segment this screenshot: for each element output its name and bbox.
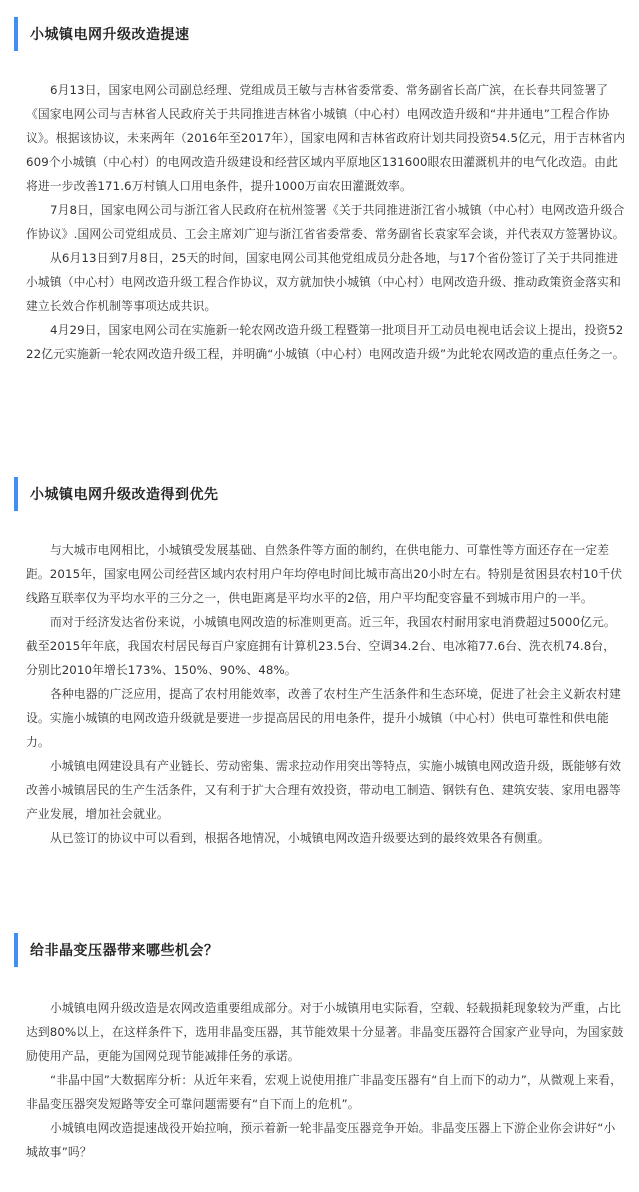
section-2-body: [26, 538, 626, 850]
paragraph: 从已签订的协议中可以看到，根据各地情况，小城镇电网改造升级要达到的最终效果各有侧重。: [50, 831, 550, 845]
section-3-title: 给非晶变压器带来哪些机会？: [30, 943, 219, 959]
section-accent-bar: [14, 933, 18, 967]
paragraph: 与大城市电网相比，小城镇受发展基础、自然条件等方面的制约，在供电能力、可靠性等方面还存在一定差距。2015年，国家电网公司经营区域内农村用户年均停电时间比城市高出20小时左右。特别是贫困县农村10千伏线路互联率仅为平均水平的三分之一，供电距离是平均水平的2倍，用户平均配变容量不到城市用户的一半。: [26, 543, 623, 605]
section-2-header: [14, 474, 626, 514]
paragraph: 小城镇电网升级改造是农网改造重要组成部分。对于小城镇用电实际看，空载、轻载损耗现象较为严重，占比达到80%以上，在这样条件下，选用非晶变压器，其节能效果十分显著。非晶变压器符合国家产业导向，为国家鼓励使用产品，更能为国网兑现节能减排任务的承诺。: [26, 1001, 624, 1063]
paragraph: 4月29日，国家电网公司在实施新一轮农网改造升级工程暨第一批项目开工动员电视电话会议上提出，投资5222亿元实施新一轮农网改造升级工程，并明确“小城镇（中心村）电网改造升级”为此轮农网改造的重点任务之一。: [26, 323, 625, 361]
paragraph: 6月13日，国家电网公司副总经理、党组成员王敏与吉林省委常委、常务副省长高广滨，在长春共同签署了《国家电网公司与吉林省人民政府关于共同推进吉林省小城镇（中心村）电网改造升级和“井井通电”工程合作协议》。根据该协议，未来两年（2016年至2017年），国家电网和吉林省政府计划共同投资54.5亿元，用于吉林省内609个小城镇（中心村）的电网改造升级建设和经营区域内平原地区131600眼农田灌溉机井的电气化改造。由此将进一步改善171.6万村镇人口用电条件，提升1000万亩农田灌溉效率。: [26, 83, 626, 193]
paragraph: 各种电器的广泛应用，提高了农村用能效率，改善了农村生产生活条件和生态环境，促进了社会主义新农村建设。实施小城镇的电网改造升级就是要进一步提高居民的用电条件，提升小城镇（中心村）供电可靠性和供电能力。: [26, 687, 622, 749]
section-accent-bar: [14, 477, 18, 511]
section-1-title: 小城镇电网升级改造提速: [30, 27, 190, 43]
section-2-title: 小城镇电网升级改造得到优先: [30, 487, 219, 503]
paragraph: “非晶中国”大数据库分析：从近年来看，宏观上说使用推广非晶变压器有“自上而下的动力”，从微观上来看，非晶变压器突发短路等安全可靠问题需要有“自下而上的危机”。: [26, 1073, 623, 1111]
section-3-header: [14, 930, 626, 970]
section-accent-bar: [14, 17, 18, 51]
paragraph: 7月8日，国家电网公司与浙江省人民政府在杭州签署《关于共同推进浙江省小城镇（中心村）电网改造升级合作协议》.国网公司党组成员、工会主席刘广迎与浙江省省委常委、常务副省长袁家军会谈，并代表双方签署协议。: [26, 203, 625, 241]
paragraph: 小城镇电网改造提速战役开始拉响，预示着新一轮非晶变压器竞争开始。非晶变压器上下游企业你会讲好“小城故事”吗？: [26, 1121, 616, 1159]
section-1-body: [26, 78, 626, 366]
paragraph: 从6月13日到7月8日，25天的时间，国家电网公司其他党组成员分赴各地，与17个省份签订了关于共同推进小城镇（中心村）电网改造升级工程合作协议，双方就加快小城镇（中心村）电网改造升级、推动政策资金落实和建立长效合作机制等事项达成共识。: [26, 251, 621, 313]
section-3-body: [26, 996, 626, 1164]
section-1-header: [14, 14, 626, 54]
paragraph: 而对于经济发达省份来说，小城镇电网改造的标准则更高。近三年，我国农村耐用家电消费超过5000亿元。截至2015年年底，我国农村居民每百户家庭拥有计算机23.5台、空调34.2台、电冰箱77.6台、洗衣机74.8台，分别比2010年增长173%、150%、90%、48%。: [26, 615, 616, 677]
paragraph: 小城镇电网建设具有产业链长、劳动密集、需求拉动作用突出等特点，实施小城镇电网改造升级，既能够有效改善小城镇居民的生产生活条件，又有利于扩大合理有效投资，带动电工制造、钢铁有色、建筑安装、家用电器等产业发展，增加社会就业。: [26, 759, 622, 821]
